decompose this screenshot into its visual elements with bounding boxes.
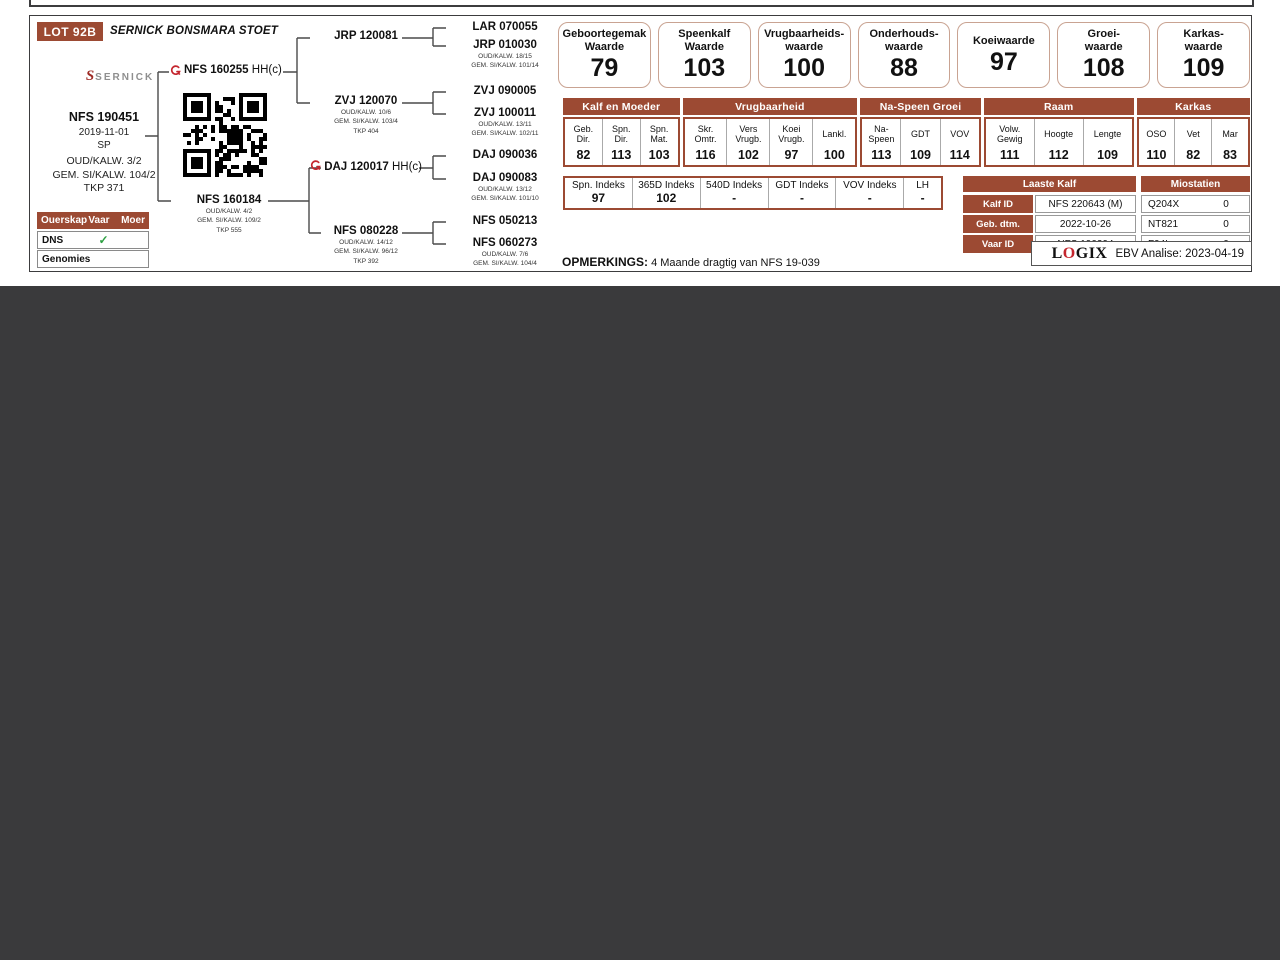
pedigree-gen4-3: ZVJ 090005	[473, 85, 537, 97]
table-row-genomies: Genomies	[37, 250, 149, 268]
table-row: Kalf ID NFS 220643 (M)	[963, 195, 1136, 213]
pedigree-gen3-3: DAJ 120017 HH(c)	[306, 160, 426, 173]
ebv-box-geboortegemak: Geboortegemak Waarde 79	[558, 22, 651, 88]
analysis-footer-box	[1031, 241, 1252, 266]
ebv-panel	[558, 22, 1250, 260]
col-vaar: Vaar	[88, 215, 110, 226]
pedigree-gen3-2: ZVJ 120070 OUD/KALW. 10/6 GEM. SI/KALW. 103/4 TKP 404	[334, 95, 398, 135]
ebv-summary-row	[558, 22, 1250, 88]
parent-verification-table	[37, 212, 149, 269]
pedigree-gen4-7: NFS 050213	[472, 215, 538, 227]
sernick-s-icon: S	[85, 68, 95, 84]
ebv-box-onderhoud: Onderhouds- waarde 88	[858, 22, 951, 88]
trait-group-vrugbaarheid: Vrugbaarheid Skr. Omtr. 116 Vers Vrugb. 102 Koei Vrugb. 97 Lankl. 100	[683, 98, 858, 167]
merit-icon	[310, 160, 321, 171]
merit-icon	[170, 65, 181, 76]
sire-id: NFS 160255	[184, 64, 249, 76]
ebv-box-karkas: Karkas- waarde 109	[1157, 22, 1250, 88]
pedigree-gen4-2: JRP 010030 OUD/KALW. 18/15 GEM. SI/KALW. 101/14	[471, 39, 539, 70]
lot-number-badge: LOT 92B	[37, 22, 103, 41]
ebv-analise-date: EBV Analise: 2023-04-19	[1115, 247, 1244, 260]
col-ouerskap: Ouerskap	[41, 215, 88, 226]
lot-card	[29, 15, 1252, 272]
table-row-dns: DNS ✓	[37, 231, 149, 249]
trait-table	[563, 98, 1250, 167]
trait-group-karkas: Karkas OSO 110 Vet 82 Mar 83	[1137, 98, 1251, 167]
stud-name: SERNICK BONSMARA STOET	[110, 25, 278, 37]
opmerkings-text: 4 Maande dragtig van NFS 19-039	[651, 257, 820, 269]
pedigree-dam: NFS 160184 OUD/KALW. 4/2 GEM. SI/KALW. 109/2 TKP 555	[172, 194, 286, 235]
qr-code	[182, 93, 268, 177]
trait-group-kalf-en-moeder: Kalf en Moeder Geb. Dir. 82 Spn. Dir. 113 Spn. Mat. 103	[563, 98, 680, 167]
trait-group-raam: Raam Volw. Gewig 111 Hoogte 112 Lengte 109	[984, 98, 1134, 167]
ebv-box-speenkalf: Speenkalf Waarde 103	[658, 22, 751, 88]
check-icon: ✓	[98, 233, 109, 247]
index-table: Spn. Indeks 97 365D Indeks 102 540D Indeks - GDT Indeks - VOV Indeks - LH -	[563, 176, 943, 210]
animal-gem-si-kalw: GEM. SI/KALW. 104/2	[52, 168, 156, 181]
catalog-page-strip	[0, 0, 1280, 286]
pedigree-gen3-1: JRP 120081	[334, 30, 398, 42]
miostatien-header: Miostatien	[1141, 176, 1250, 192]
qr-code-svg	[182, 93, 268, 177]
logix-logo: LOGIX	[1051, 244, 1108, 262]
main-animal-block	[34, 110, 174, 196]
sernick-logo-text: SERNICK	[95, 72, 155, 83]
pedigree-gen4-1: LAR 070055	[472, 21, 538, 33]
dam-id: NFS 160184	[196, 194, 262, 206]
col-moer: Moer	[121, 215, 145, 226]
opmerkings	[562, 255, 820, 269]
laaste-kalf-header: Laaste Kalf	[963, 176, 1136, 192]
sernick-logo	[60, 67, 180, 85]
animal-tkp: TKP 371	[83, 182, 125, 195]
opmerkings-label: OPMERKINGS:	[562, 255, 649, 269]
table-row: Geb. dtm. 2022-10-26	[963, 215, 1136, 233]
pedigree-gen3-4: NFS 080228 OUD/KALW. 14/12 GEM. SI/KALW. 96/12 TKP 392	[333, 225, 399, 265]
previous-card-bottom-edge	[29, 0, 1254, 7]
table-row: NT821 0	[1141, 215, 1250, 233]
animal-birth-date: 2019-11-01	[78, 127, 130, 138]
animal-oud-kalw: OUD/KALW. 3/2	[66, 155, 142, 167]
pedigree-gen4-6: DAJ 090083 OUD/KALW. 13/12 GEM. SI/KALW. 101/10	[471, 172, 539, 203]
parent-verification-header	[37, 212, 149, 229]
ebv-box-vrugbaarheid: Vrugbaarheids- waarde 100	[758, 22, 851, 88]
ebv-box-koeiwaarde: Koeiwaarde 97	[957, 22, 1050, 88]
table-row: Vaar ID	[963, 235, 1136, 253]
pedigree-gen4-4: ZVJ 100011 OUD/KALW. 13/11 GEM. SI/KALW. 102/11	[471, 107, 539, 138]
sire-suffix: HH(c)	[251, 64, 282, 76]
trait-group-na-speen-groei: Na-Speen Groei Na- Speen 113 GDT 109 VOV 114	[860, 98, 981, 167]
pedigree-gen4-5: DAJ 090036	[472, 149, 538, 161]
pedigree-gen4-8: NFS 060273 OUD/KALW. 7/6 GEM. SI/KALW. 104/4	[472, 237, 538, 268]
table-row: Q204X 0	[1141, 195, 1250, 213]
pedigree-sire	[170, 64, 282, 76]
animal-status: SP	[97, 139, 111, 151]
ebv-box-groei: Groei- waarde 108	[1057, 22, 1150, 88]
animal-id: NFS 190451	[68, 110, 140, 124]
